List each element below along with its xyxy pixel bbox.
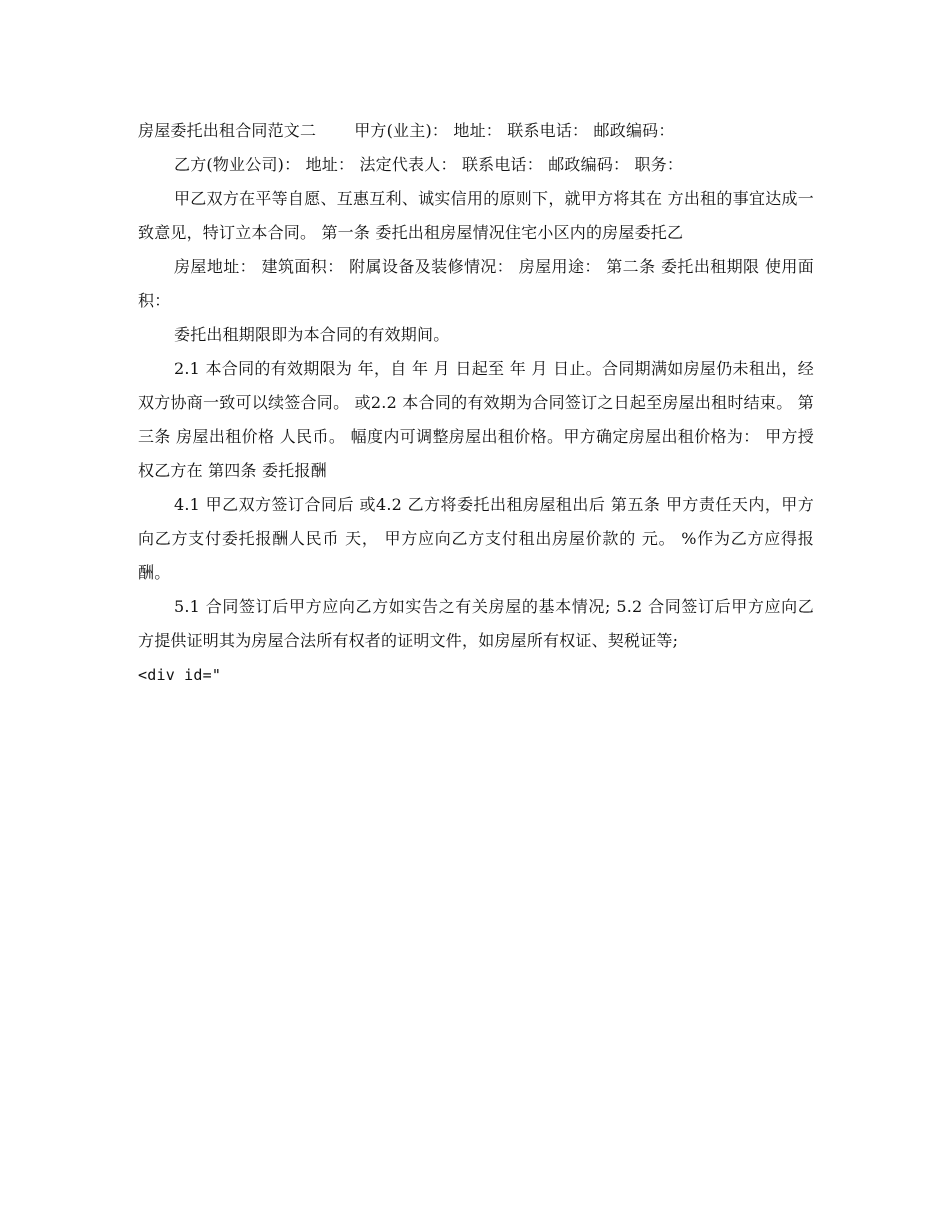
document-first-line: [138, 114, 814, 148]
party-b-paragraph: 乙方(物业公司)： 地址： 法定代表人： 联系电话： 邮政编码： 职务：: [174, 155, 684, 174]
term-paragraph: 委托出租期限即为本合同的有效期间。: [174, 325, 450, 344]
party-a-line: 甲方(业主)： 地址： 联系电话： 邮政编码：: [354, 121, 675, 140]
property-info-paragraph: 房屋地址： 建筑面积： 附属设备及装修情况： 房屋用途： 第二条 委托出租期限 使用面积：: [138, 257, 814, 310]
document-title: 房屋委托出租合同范文二: [138, 121, 317, 140]
intro-paragraph: 甲乙双方在平等自愿、互惠互利、诚实信用的原则下，就甲方将其在 方出租的事宜达成一致意见，特订立本合同。 第一条 委托出租房屋情况住宅小区内的房屋委托乙: [138, 189, 814, 242]
clause-2-paragraph: 2.1 本合同的有效期限为 年，自 年 月 日起至 年 月 日止。合同期满如房屋仍未租出，经双方协商一致可以续签合同。 或2.2 本合同的有效期为合同签订之日起至房屋出租时结束。 第三条 房屋出租价格 人民币。 幅度内可调整房屋出租价格。甲方确定房屋出租价格为： 甲方授权乙方在 第四条 委托报酬: [138, 359, 814, 480]
clause-5-paragraph: 5.1 合同签订后甲方应向乙方如实告之有关房屋的基本情况; 5.2 合同签订后甲方应向乙方提供证明其为房屋合法所有权者的证明文件，如房屋所有权证、契税证等;: [138, 597, 814, 650]
document-page: [138, 114, 814, 692]
clause-4-paragraph: 4.1 甲乙双方签订合同后 或4.2 乙方将委托出租房屋租出后 第五条 甲方责任天内，甲方向乙方支付委托报酬人民币 天， 甲方应向乙方支付租出房屋价款的 元。 %作为乙方应得报酬。: [138, 495, 814, 582]
trailing-code-fragment: <div id=": [138, 666, 222, 684]
